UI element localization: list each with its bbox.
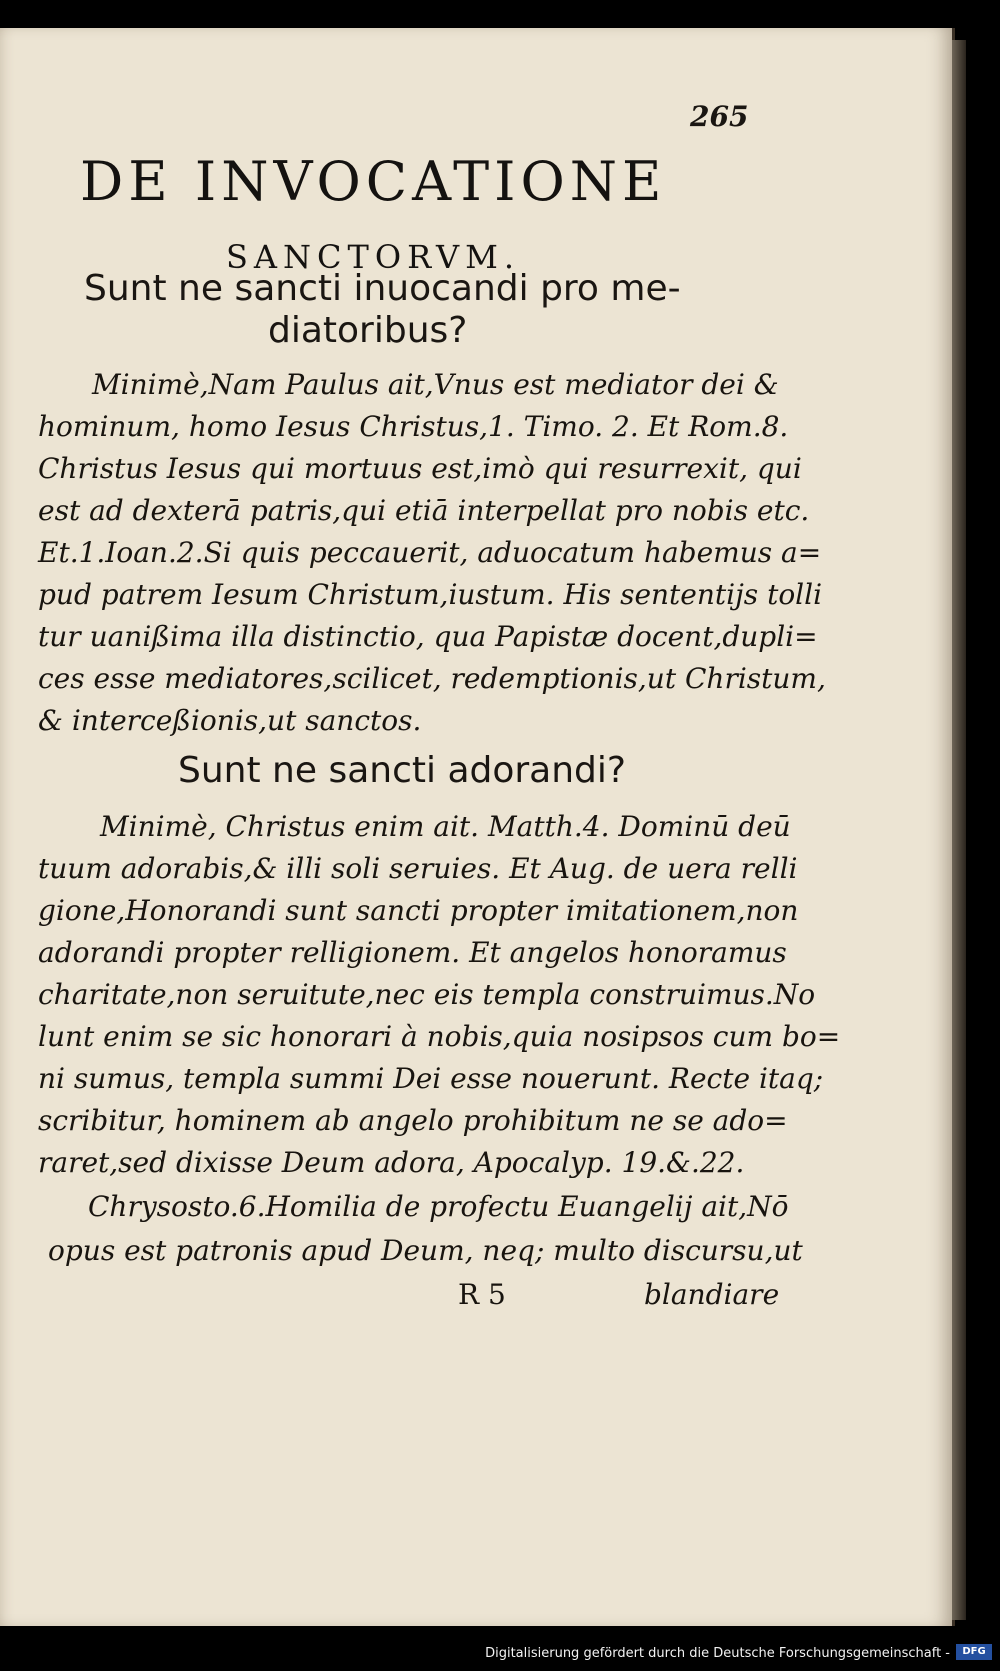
text-line: adorandi propter relligionem. Et angelos honoramus xyxy=(38,936,787,969)
footer-bar xyxy=(0,1634,1000,1671)
text-line: Et.1.Ioan.2.Si quis peccauerit, aduocatum habemus a= xyxy=(38,536,822,569)
text-line: hominum, homo Iesus Christus,1. Timo. 2. Et Rom.8. xyxy=(38,410,789,443)
text-line: opus est patronis apud Deum, neq; multo discursu,ut xyxy=(48,1234,803,1267)
catchword: blandiare xyxy=(644,1278,780,1311)
text-line: lunt enim se sic honorari à nobis,quia nosipsos cum bo= xyxy=(38,1020,841,1053)
text-line: Chrysosto.6.Homilia de profectu Euangelij ait,Nō xyxy=(88,1190,789,1223)
page-title: DE INVOCATIONE xyxy=(80,150,667,213)
footer-text: Digitalisierung gefördert durch die Deutsche Forschungsgemeinschaft - xyxy=(485,1646,950,1661)
text-line: scribitur, hominem ab angelo prohibitum ne se ado= xyxy=(38,1104,788,1137)
page-number: 265 xyxy=(690,100,749,133)
text-line: charitate,non seruitute,nec eis templa construimus.No xyxy=(38,978,816,1011)
dfg-logo: DFG xyxy=(956,1644,992,1660)
text-line: & interceßionis,ut sanctos. xyxy=(38,704,422,737)
text-line: Christus Iesus qui mortuus est,imò qui resurrexit, qui xyxy=(38,452,802,485)
question-heading-1-line-1: Sunt ne sancti inuocandi pro me- xyxy=(84,268,681,309)
text-line: tuum adorabis,& illi soli seruies. Et Aug. de uera relli xyxy=(38,852,798,885)
text-line: ni sumus, templa summi Dei esse nouerunt. Recte itaq; xyxy=(38,1062,824,1095)
text-line: gione,Honorandi sunt sancti propter imitationem,non xyxy=(38,894,799,927)
text-line: est ad dexterā patris,qui etiā interpellat pro nobis etc. xyxy=(38,494,810,527)
text-line: ces esse mediatores,scilicet, redemptionis,ut Christum, xyxy=(38,662,826,695)
text-line: tur uanißima illa distinctio, qua Papistæ docent,dupli= xyxy=(38,620,818,653)
question-heading-2: Sunt ne sancti adorandi? xyxy=(178,750,627,791)
signature-mark: R 5 xyxy=(458,1278,506,1311)
page-subtitle: SANCTORVM. xyxy=(226,238,521,276)
question-heading-1-line-2: diatoribus? xyxy=(268,310,468,351)
text-line: Minimè,Nam Paulus ait,Vnus est mediator dei & xyxy=(92,368,779,401)
text-line: pud patrem Iesum Christum,iustum. His sententijs tolli xyxy=(38,578,823,611)
text-line: Minimè, Christus enim ait. Matth.4. Dominū deū xyxy=(100,810,791,843)
page-edge xyxy=(952,40,966,1620)
text-line: raret,sed dixisse Deum adora, Apocalyp. 19.&.22. xyxy=(38,1146,745,1179)
